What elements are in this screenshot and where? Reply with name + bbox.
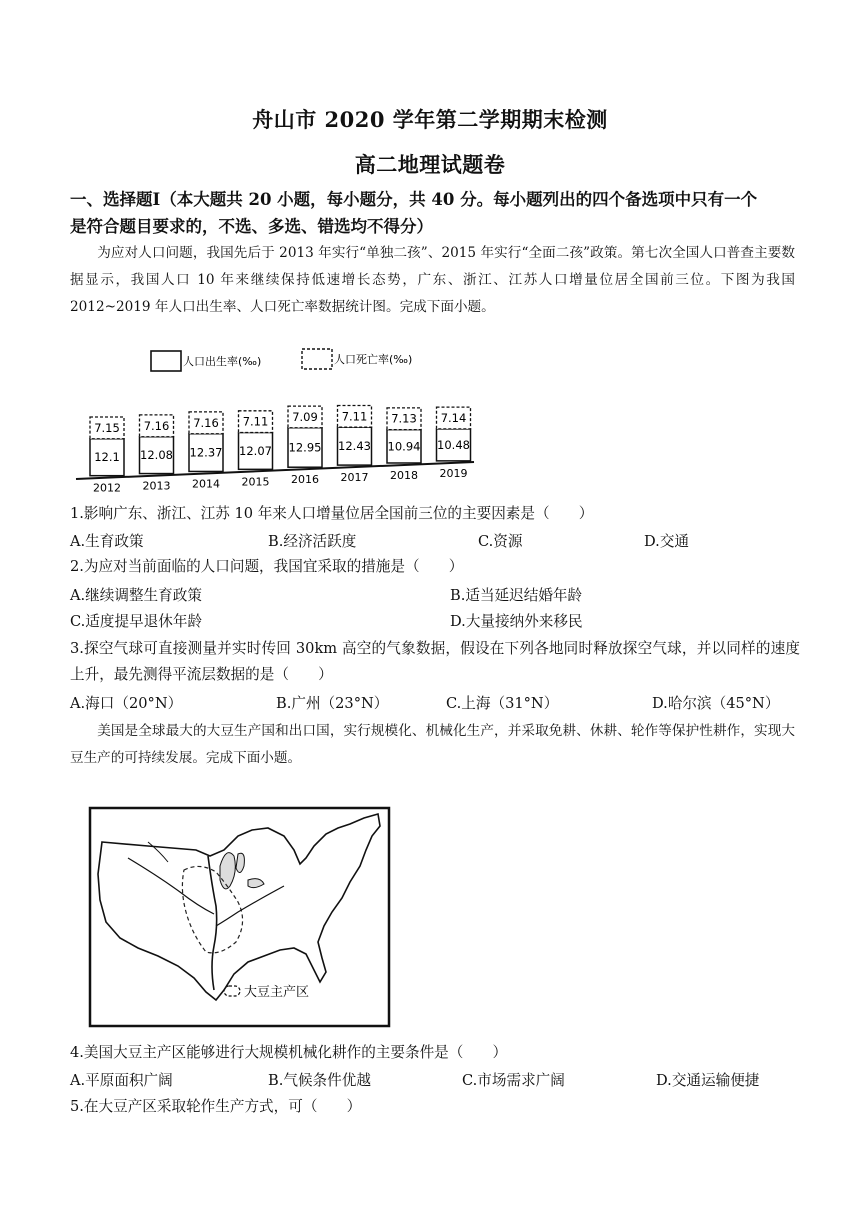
label-death-2019: 7.14 [440,411,467,426]
question-1-stem: 1.影响广东、浙江、江苏 10 年来人口增量位居全国前三位的主要因素是（ ） [70,505,594,522]
tick-label-2018: 2018 [390,468,418,482]
label-death-2016: 7.09 [292,409,318,424]
question-3-stem: 3.探空气球可直接测量并实时传回 30km 高空的气象数据，假设在下列各地同时释放探空气球，并以同样的速度上升，最先测得平流层数据的是（ ） [70,640,800,683]
label-birth-2016: 12.95 [288,440,322,455]
legend-death-swatch [302,349,332,369]
label-birth-2012: 12.1 [94,450,120,465]
label-birth-2013: 12.08 [140,448,173,463]
q1-option-b: B.经济活跃度 [268,533,357,550]
usa-soybean-map [88,806,392,1028]
label-death-2017: 7.11 [341,409,368,424]
section-header [70,186,800,240]
q4-option-b: B.气候条件优越 [268,1072,371,1089]
question-2-stem: 2.为应对当前面临的人口问题，我国宜采取的措施是（ ） [70,558,464,575]
page-title: 舟山市 2020 学年第二学期期末检测 [252,107,608,132]
label-death-2015: 7.11 [242,414,269,429]
population-rate-chart [70,338,490,498]
q1-option-d: D.交通 [644,533,690,550]
label-death-2014: 7.16 [193,415,219,430]
q4-option-d: D.交通运输便捷 [656,1072,760,1089]
label-death-2013: 7.16 [143,418,170,433]
q3-option-c: C.上海（31°N） [446,695,559,712]
q1-option-a: A.生育政策 [70,533,144,550]
q2-option-b: B.适当延迟结婚年龄 [450,587,583,604]
legend-birth-label: 人口出生率(‰) [183,355,262,368]
map-legend-label: 大豆主产区 [244,985,310,1000]
q4-option-c: C.市场需求广阔 [462,1072,565,1089]
chart-legend [151,349,412,371]
label-birth-2018: 10.94 [387,439,421,454]
q3-option-b: B.广州（23°N） [276,695,389,712]
label-death-2018: 7.13 [391,411,417,426]
label-death-2012: 7.15 [94,420,120,435]
tick-label-2014: 2014 [192,477,220,491]
legend-death-label: 人口死亡率(‰) [334,353,413,366]
label-birth-2014: 12.37 [189,445,223,460]
question-4-stem: 4.美国大豆主产区能够进行大规模机械化耕作的主要条件是（ ） [70,1044,508,1061]
q1-option-c: C.资源 [478,533,523,550]
question-1 [70,501,800,527]
tick-label-2019: 2019 [439,466,468,480]
tick-label-2012: 2012 [93,481,121,495]
tick-label-2017: 2017 [340,471,369,485]
q2-option-d: D.大量接纳外来移民 [450,613,583,630]
section-header-line2: 是符合题目要求的，不选、多选、错选均不得分） [70,217,433,236]
passage-soybean: 美国是全球最大的大豆生产国和出口国，实行规模化、机械化生产，并采取免耕、休耕、轮作等保护性耕作，实现大豆生产的可持续发展。完成下面小题。 [70,723,795,766]
label-birth-2017: 12.43 [338,439,371,454]
label-birth-2019: 10.48 [437,437,470,452]
q3-option-a: A.海口（20°N） [70,695,183,712]
tick-label-2016: 2016 [291,473,319,487]
q2-option-a: A.继续调整生育政策 [70,587,202,604]
tick-label-2013: 2013 [142,479,171,493]
legend-birth-swatch [151,351,181,371]
q4-option-a: A.平原面积广阔 [70,1072,173,1089]
q3-option-d: D.哈尔滨（45°N） [652,695,780,712]
question-5-stem: 5.在大豆产区采取轮作生产方式，可（ ） [70,1098,362,1115]
section-header-line1: 一、选择题Ⅰ（本大题共 20 小题，每小题分，共 40 分。每小题列出的四个备选项中只有一个 [70,190,758,209]
q2-option-c: C.适度提早退休年龄 [70,613,203,630]
tick-label-2015: 2015 [241,475,270,489]
passage-population: 为应对人口问题，我国先后于 2013 年实行“单独二孩”、2015 年实行“全面二孩”政策。第七次全国人口普查主要数据显示，我国人口 10 年来继续保持低速增长态势，广东、浙江、江苏人口增量位居全国前三位。下图为我国 2012~2019 年人口出生率、人口死亡率数据统计图。完成下面小题。 [70,245,795,315]
label-birth-2015: 12.07 [239,443,272,458]
page-subtitle: 高二地理试题卷 [354,152,506,177]
